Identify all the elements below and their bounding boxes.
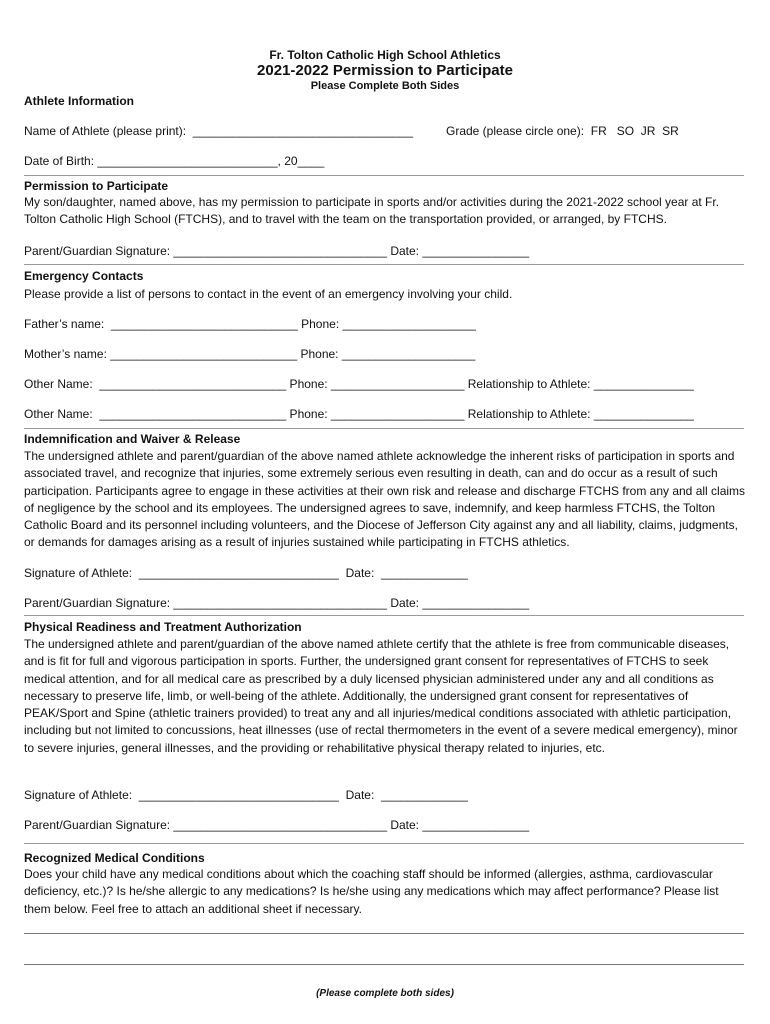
physical-readiness-heading: Physical Readiness and Treatment Authorization [24,620,302,634]
page-title: 2021-2022 Permission to Participate [257,62,513,79]
school-name: Fr. Tolton Catholic High School Athletics [269,48,501,62]
mother-contact-field[interactable]: Mother’s name: ____________________________ Phone: ____________________ [24,347,476,361]
emergency-heading: Emergency Contacts [24,269,144,283]
physical-readiness-text: The undersigned athlete and parent/guardian of the above named athlete certify that the athlete is free from communicable diseases, and is fit for full and vigorous participation in sports. Further, the undersigned grant consent for representatives of FTCHS to seek medical attention, and for all medical care as prescribed by a duly licensed physician administered under any and all conditions as necessary to preserve life, limb, or well-being of the athlete. Additionally, the undersigned grant consent for representatives of PEAK/Sport and Spine (athletic trainers provided) to treat any and all injuries/medical conditions associated with athletic participation, including but not limited to concussions, heat illnesses (use of rectal thermometers in the event of a severe medical emergency), minor to severe injuries, general illnesses, and the providing or rehabilitative physical therapy related to injuries, etc. [24,637,738,755]
medical-conditions-line-2[interactable] [24,964,744,965]
other-contact-1-field[interactable]: Other Name: ____________________________ Phone: ____________________ Relationship to Athlete: _______________ [24,377,694,391]
father-contact-field[interactable]: Father’s name: ____________________________ Phone: ____________________ [24,317,476,331]
indemnification-heading: Indemnification and Waiver & Release [24,432,241,446]
divider [24,843,744,844]
physical-parent-signature-field[interactable]: Parent/Guardian Signature: ________________________________ Date: ________________ [24,818,530,832]
permission-heading: Permission to Participate [24,179,169,193]
date-of-birth-field[interactable]: Date of Birth: ___________________________, 20____ [24,154,325,168]
other-contact-2-field[interactable]: Other Name: ____________________________ Phone: ____________________ Relationship to Athlete: _______________ [24,407,694,421]
permission-parent-signature-field[interactable]: Parent/Guardian Signature: ________________________________ Date: ________________ [24,244,530,258]
medical-conditions-line-1[interactable] [24,933,744,934]
page-subtitle: Please Complete Both Sides [310,80,460,92]
indemnification-text: The undersigned athlete and parent/guardian of the above named athlete acknowledge the inherent risks of participation in sports and associated travel, and recognize that injuries, some extremely serious even resulting in death, can and do occur as a result of such participation. Participants agree to engage in these activities at their own risk and release and discharge FTCHS from any and all claims of negligence by the school and its employees. The undersigned agrees to save, indemnify, and keep harmless FTCHS, the Tolton Catholic Board and its personnel including volunteers, and the Diocese of Jefferson City against any and all liability, claims, judgments, or demands for damages arising as a result of injuries sustained while participating in FTCHS athletics. [24,449,746,550]
medical-conditions-text: Does your child have any medical conditions about which the coaching staff should be informed (allergies, asthma, cardiovascular deficiency, etc.)? Is he/she allergic to any medications? Is he/she using any medications which may affect performance? Please list them below. Feel free to attach an additional sheet if necessary. [24,867,719,916]
divider [24,175,744,176]
divider [24,428,744,429]
divider [24,615,744,616]
indemnification-parent-signature-field[interactable]: Parent/Guardian Signature: ________________________________ Date: ________________ [24,596,530,610]
grade-field[interactable]: Grade (please circle one): FR SO JR SR [446,124,679,138]
emergency-intro: Please provide a list of persons to contact in the event of an emergency involving your child. [24,287,513,301]
physical-athlete-signature-field[interactable]: Signature of Athlete: ______________________________ Date: _____________ [24,788,468,802]
indemnification-athlete-signature-field[interactable]: Signature of Athlete: ______________________________ Date: _____________ [24,566,468,580]
footer-note: (Please complete both sides) [316,988,454,999]
athlete-info-heading: Athlete Information [24,94,134,108]
permission-text: My son/daughter, named above, has my permission to participate in sports and/or activities during the 2021-2022 school year at Fr. Tolton Catholic High School (FTCHS), and to travel with the team on the transportation provided, or arranged, by FTCHS. [24,195,720,227]
athlete-name-field[interactable]: Name of Athlete (please print): _________________________________ [24,124,413,138]
medical-conditions-heading: Recognized Medical Conditions [24,851,205,865]
divider [24,264,744,265]
